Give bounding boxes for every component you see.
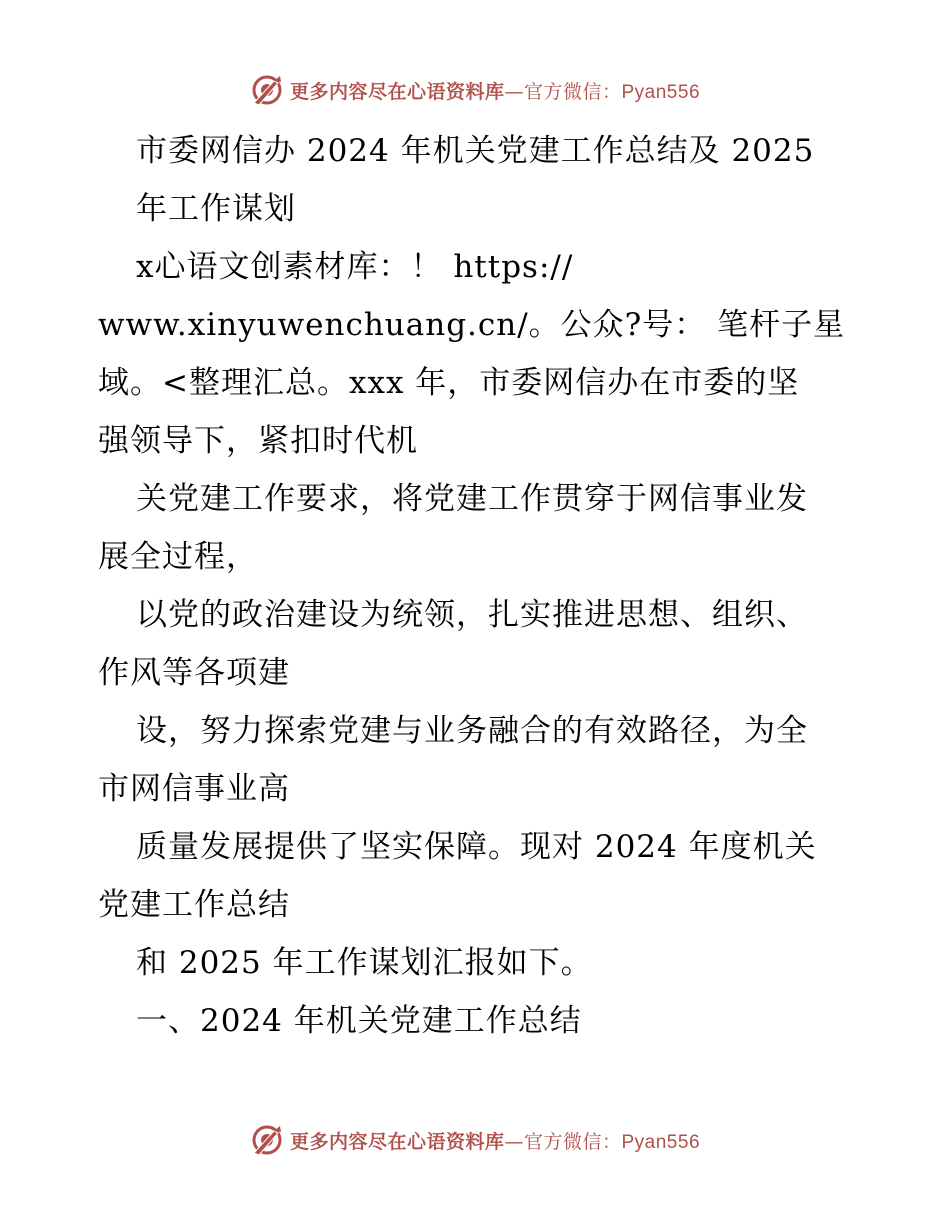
paragraph-line: 展全过程， [98, 539, 258, 575]
paragraph-line: 强领导下，紧扣时代机 [98, 423, 418, 459]
paragraph-line: 作风等各项建 [98, 655, 290, 691]
paragraph-line: 质量发展提供了坚实保障。现对 2024 年度机关 [136, 829, 817, 865]
header-text [290, 77, 700, 104]
source-line-1: x心语文创素材库：！ https:// [136, 249, 574, 285]
footer-promo: 更多内容尽在心语资料库 [289, 1130, 505, 1153]
paragraph-line: 域。<整理汇总。xxx 年，市委网信办在市委的坚 [98, 365, 800, 401]
footer-wechat-handle: Pyan556 [621, 1131, 701, 1153]
header-banner [0, 70, 950, 110]
paragraph-line: 关党建工作要求，将党建工作贯穿于网信事业发 [136, 481, 808, 517]
footer-wechat-label: 官方微信： [523, 1130, 622, 1153]
paragraph-line: 设，努力探索党建与业务融合的有效路径，为全 [136, 713, 808, 749]
paragraph-line: 和 2025 年工作谋划汇报如下。 [136, 945, 593, 981]
document-body [98, 122, 858, 1050]
footer-text [290, 1127, 700, 1154]
header-wechat-label: 官方微信： [523, 80, 622, 103]
section-heading: 一、2024 年机关党建工作总结 [136, 1003, 582, 1039]
pen-logo-icon [250, 73, 284, 107]
footer-separator: — [504, 1130, 524, 1153]
paragraph-line: 党建工作总结 [98, 887, 290, 923]
source-line-2: www.xinyuwenchuang.cn/。公众?号： 笔杆子星 [98, 307, 846, 343]
header-promo: 更多内容尽在心语资料库 [289, 80, 505, 103]
title-line-1: 市委网信办 2024 年机关党建工作总结及 2025 [136, 133, 815, 169]
footer-banner-inner [250, 1123, 700, 1157]
title-line-2: 年工作谋划 [136, 191, 296, 227]
pen-logo-icon [250, 1123, 284, 1157]
header-banner-inner [250, 73, 700, 107]
header-wechat-handle: Pyan556 [621, 81, 701, 103]
paragraph-line: 市网信事业高 [98, 771, 290, 807]
paragraph-line: 以党的政治建设为统领，扎实推进思想、组织、 [136, 597, 808, 633]
header-separator: — [504, 80, 524, 103]
footer-banner [0, 1120, 950, 1160]
